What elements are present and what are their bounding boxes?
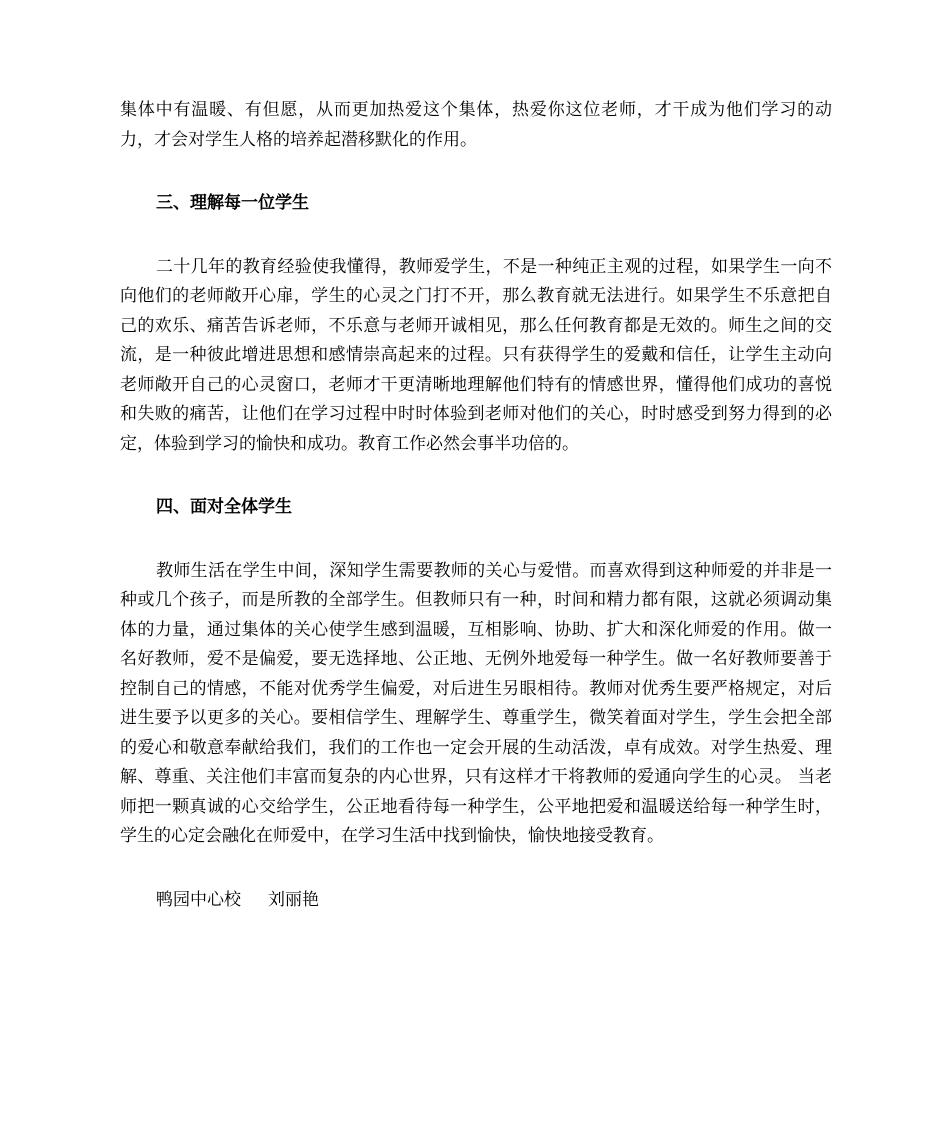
spacer	[120, 155, 832, 189]
intro-paragraph: 集体中有温暖、有但愿，从而更加热爱这个集体，热爱你这位老师，才干成为他们学习的动力，才会对学生人格的培养起潜移默化的作用。	[120, 100, 832, 150]
section-heading-all-students: 四、面对全体学生	[156, 497, 292, 517]
section-body-understand-students: 二十几年的教育经验使我懂得，教师爱学生，不是一种纯正主观的过程，如果学生一向不向他们的老师敞开心扉，学生的心灵之门打不开，那么教育就无法进行。如果学生不乐意把自己的欢乐、痛苦告诉老师，不乐意与老师开诚相见，那么任何教育都是无效的。师生之间的交流，是一种彼此增进思想和感情崇高起来的过程。只有获得学生的爱戴和信任，让学生主动向老师敞开自己的心灵窗口，老师才干更清晰地理解他们特有的情感世界，懂得他们成功的喜悦和失败的痛苦，让他们在学习过程中时时体验到老师对他们的关心，时时感受到努力得到的必定，体验到学习的愉快和成功。教育工作必然会事半功倍的。	[120, 256, 832, 454]
spacer	[120, 523, 832, 557]
section-heading-understand-students: 三、理解每一位学生	[156, 193, 309, 213]
signature	[120, 886, 832, 916]
signature-school: 鸭园中心校	[156, 889, 241, 910]
signature-author: 刘丽艳	[268, 889, 320, 910]
spacer	[120, 852, 832, 886]
spacer	[120, 219, 832, 253]
spacer	[120, 459, 832, 493]
section-body-all-students: 教师生活在学生中间，深知学生需要教师的关心与爱惜。而喜欢得到这种师爱的并非是一种或几个孩子，而是所教的全部学生。但教师只有一种，时间和精力都有限，这就必须调动集体的力量，通过集体的关心使学生感到温暖，互相影响、协助、扩大和深化师爱的作用。做一名好教师，爱不是偏爱，要无选择地、公正地、无例外地爱每一种学生。做一名好教师要善于控制自己的情感，不能对优秀学生偏爱，对后进生另眼相待。教师对优秀生要严格规定，对后进生要予以更多的关心。要相信学生、理解学生、尊重学生，微笑着面对学生，学生会把全部的爱心和敬意奉献给我们，我们的工作也一定会开展的生动活泼，卓有成效。对学生热爱、理解、尊重、关注他们丰富而复杂的内心世界，只有这样才干将教师的爱通向学生的心灵。 当老师把一颗真诚的心交给学生，公正地看待每一种学生，公平地把爱和温暖送给每一种学生时，学生的心定会融化在师爱中，在学习生活中找到愉快，愉快地接受教育。	[120, 560, 832, 846]
document-page	[120, 96, 832, 915]
